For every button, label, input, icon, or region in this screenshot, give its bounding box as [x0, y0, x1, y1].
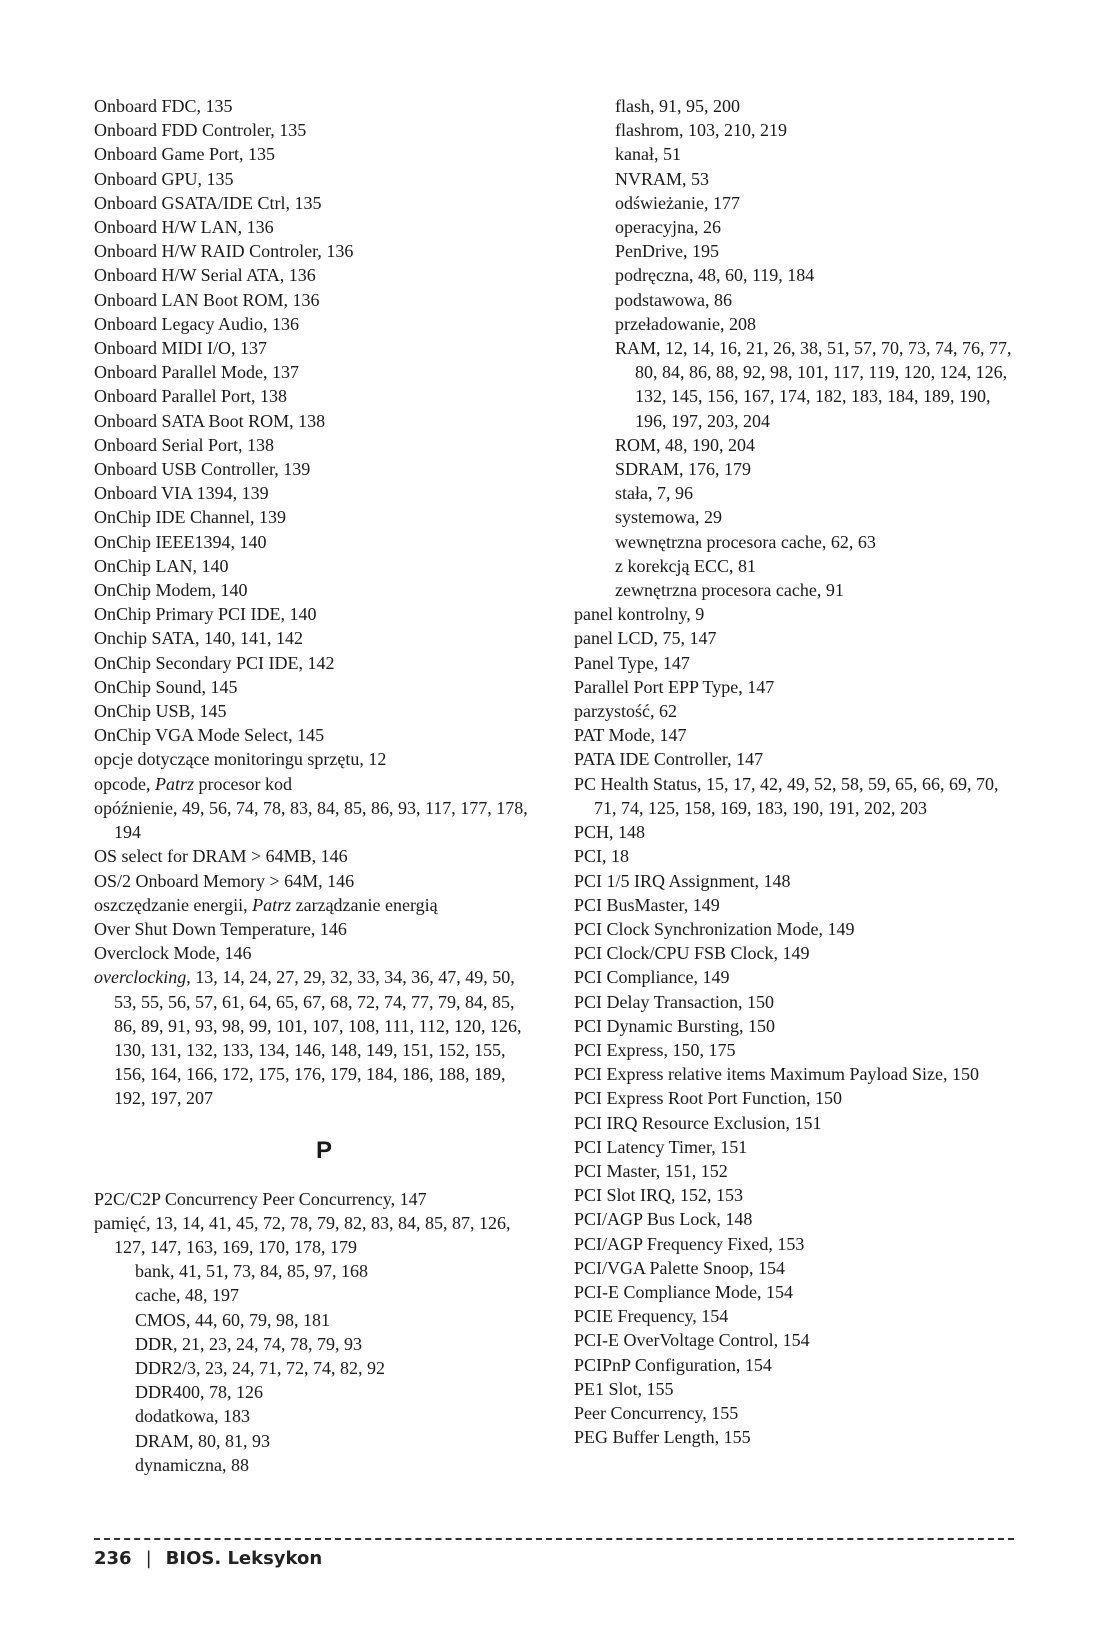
index-term: opcode,: [94, 773, 155, 794]
index-entry: P2C/C2P Concurrency Peer Concurrency, 147: [94, 1188, 427, 1209]
index-subentry: NVRAM, 53: [615, 168, 710, 189]
index-subentries-group: [94, 1259, 534, 1477]
index-entry: PC Health Status, 15, 17, 42, 49, 52, 58, 59, 65, 66, 69, 70, 71, 74, 125, 158, 169, 183, 190, 191, 202, 203: [574, 773, 999, 818]
index-subentry: DDR400, 78, 126: [135, 1382, 264, 1403]
index-entry: opóźnienie, 49, 56, 74, 78, 83, 84, 85, 86, 93, 117, 177, 178, 194: [94, 797, 528, 843]
index-subentry: DDR, 21, 23, 24, 74, 78, 79, 93: [135, 1333, 363, 1354]
footer-rule: [94, 1538, 1014, 1540]
index-entry: Onboard H/W LAN, 136: [94, 217, 274, 238]
index-subentry: dynamiczna, 88: [135, 1454, 249, 1475]
index-entry: panel LCD, 75, 147: [574, 628, 717, 649]
index-entry: opcje dotyczące monitoringu sprzętu, 12: [94, 749, 387, 770]
index-subentry: systemowa, 29: [615, 507, 722, 528]
index-entry-oszczedzanie: [94, 893, 534, 917]
see-reference: Patrz: [252, 894, 292, 915]
index-entry: Onboard FDC, 135: [94, 96, 233, 116]
index-entry: PE1 Slot, 155: [574, 1378, 674, 1399]
index-entry: PCI Clock/CPU FSB Clock, 149: [574, 943, 810, 964]
index-entry: OnChip IEEE1394, 140: [94, 531, 267, 552]
section-letter-heading: P: [315, 1136, 332, 1164]
index-entry: PCI-E OverVoltage Control, 154: [574, 1330, 810, 1351]
index-entry: PCI Dynamic Bursting, 150: [574, 1015, 775, 1036]
index-entry: Onboard FDD Controler, 135: [94, 120, 307, 141]
index-subentry: DDR2/3, 23, 24, 71, 72, 74, 82, 92: [135, 1357, 386, 1378]
index-entry: Onboard USB Controller, 139: [94, 459, 311, 480]
index-entry: PCI BusMaster, 149: [574, 894, 720, 915]
index-entry: PCI IRQ Resource Exclusion, 151: [574, 1112, 822, 1133]
index-column-left: [94, 94, 534, 1477]
index-entry: Onboard LAN Boot ROM, 136: [94, 289, 320, 310]
index-entry: OnChip USB, 145: [94, 701, 227, 722]
index-entry: PCI 1/5 IRQ Assignment, 148: [574, 870, 791, 891]
index-subentry: podstawowa, 86: [615, 289, 732, 310]
index-entry: PCI Express Root Port Function, 150: [574, 1088, 843, 1109]
index-entry: Parallel Port EPP Type, 147: [574, 676, 775, 697]
index-entry-opcode: [94, 772, 534, 796]
index-entry: OnChip Sound, 145: [94, 676, 238, 697]
index-entry: Overclock Mode, 146: [94, 943, 252, 964]
index-entry: OnChip Secondary PCI IDE, 142: [94, 652, 335, 673]
index-subentry: wewnętrzna procesora cache, 62, 63: [615, 531, 876, 552]
index-entry: Onboard H/W Serial ATA, 136: [94, 265, 316, 286]
see-target: procesor kod: [194, 773, 292, 794]
index-entries-group: [574, 602, 1014, 1449]
index-entry: Over Shut Down Temperature, 146: [94, 918, 347, 939]
index-entry: Onboard GPU, 135: [94, 168, 234, 189]
index-subentry: flash, 91, 95, 200: [615, 96, 740, 116]
index-entry: Onboard Legacy Audio, 136: [94, 313, 299, 334]
index-entry: Onboard Game Port, 135: [94, 144, 275, 165]
page-references: , 13, 14, 24, 27, 29, 32, 33, 34, 36, 47, 49, 50, 53, 55, 56, 57, 61, 64, 65, 67, 68, 72, 74, 77, 79, 84, 85, 86, 89, 91, 93, 98, 99, 101, 107, 108, 111, 112, 120, 126, 130, 131, 132, 133, 134, 146, 148, 149, 151, 152, 155, 156, 164, 166, 172, 175, 176, 179, 184, 186, 188, 189, 192, 197, 207: [114, 967, 522, 1109]
see-target: zarządzanie energią: [291, 894, 438, 915]
index-subentry: DRAM, 80, 81, 93: [135, 1430, 271, 1451]
index-entry: Onchip SATA, 140, 141, 142: [94, 628, 304, 649]
index-subentry: RAM, 12, 14, 16, 21, 26, 38, 51, 57, 70, 73, 74, 76, 77, 80, 84, 86, 88, 92, 98, 101, 117, 119, 120, 124, 126, 132, 145, 156, 167, 174, 182, 183, 184, 189, 190, 196, 197, 203, 204: [615, 338, 1012, 431]
index-entry: PCI Latency Timer, 151: [574, 1136, 748, 1157]
index-entry: Onboard SATA Boot ROM, 138: [94, 410, 326, 431]
index-term: oszczędzanie energii,: [94, 894, 253, 915]
index-subentry: cache, 48, 197: [135, 1285, 239, 1306]
index-entry: OS select for DRAM > 64MB, 146: [94, 846, 348, 867]
index-entry: PCI Delay Transaction, 150: [574, 991, 774, 1012]
index-entry: Onboard Serial Port, 138: [94, 434, 274, 455]
book-title: BIOS. Leksykon: [165, 1548, 323, 1569]
index-entry: PCI Slot IRQ, 152, 153: [574, 1185, 744, 1206]
index-subentry: przeładowanie, 208: [615, 313, 756, 334]
index-subentry: dodatkowa, 183: [135, 1406, 250, 1427]
index-subentry: operacyjna, 26: [615, 217, 721, 238]
index-entries-group: [94, 917, 534, 965]
index-entry: PCI-E Compliance Mode, 154: [574, 1281, 793, 1302]
index-entry: PCI/AGP Frequency Fixed, 153: [574, 1233, 805, 1254]
index-entry: PCI/AGP Bus Lock, 148: [574, 1209, 753, 1230]
index-entries-group: [94, 796, 534, 893]
index-subentry: zewnętrzna procesora cache, 91: [615, 580, 844, 601]
index-entry: parzystość, 62: [574, 701, 677, 722]
index-entry: PCI Compliance, 149: [574, 967, 730, 988]
index-entries-group: [94, 1187, 534, 1260]
page-footer: [94, 1548, 322, 1569]
index-subentry: CMOS, 44, 60, 79, 98, 181: [135, 1309, 331, 1330]
index-term: overclocking: [94, 967, 187, 988]
index-subentry: odświeżanie, 177: [615, 192, 740, 213]
see-reference: Patrz: [154, 773, 194, 794]
index-subentry: ROM, 48, 190, 204: [615, 434, 756, 455]
index-subentry: stała, 7, 96: [615, 483, 693, 504]
index-subentry: kanał, 51: [615, 144, 681, 165]
index-entry: PCI Clock Synchronization Mode, 149: [574, 918, 855, 939]
index-entry: OS/2 Onboard Memory > 64M, 146: [94, 870, 355, 891]
index-entry: Onboard VIA 1394, 139: [94, 483, 269, 504]
index-subentries-group: [574, 94, 1014, 602]
index-column-right: [574, 94, 1014, 1449]
index-entry: Onboard MIDI I/O, 137: [94, 338, 267, 359]
index-entry: OnChip IDE Channel, 139: [94, 507, 286, 528]
index-entry: OnChip VGA Mode Select, 145: [94, 725, 325, 746]
index-entry: panel kontrolny, 9: [574, 604, 705, 625]
page-number: 236: [94, 1548, 132, 1569]
index-entry: Peer Concurrency, 155: [574, 1402, 739, 1423]
index-entry: PCI Master, 151, 152: [574, 1160, 728, 1181]
index-entry: PCIE Frequency, 154: [574, 1306, 729, 1327]
index-entry: Onboard Parallel Port, 138: [94, 386, 287, 407]
index-entry: OnChip Modem, 140: [94, 580, 248, 601]
index-entry: Panel Type, 147: [574, 652, 690, 673]
index-entry: PCIPnP Configuration, 154: [574, 1354, 772, 1375]
index-subentry: podręczna, 48, 60, 119, 184: [615, 265, 815, 286]
index-entry: PCI/VGA Palette Snoop, 154: [574, 1257, 786, 1278]
index-entries-group: [94, 94, 534, 772]
index-entry: Onboard GSATA/IDE Ctrl, 135: [94, 192, 322, 213]
index-entry: PCI, 18: [574, 846, 630, 867]
index-entry: pamięć, 13, 14, 41, 45, 72, 78, 79, 82, 83, 84, 85, 87, 126, 127, 147, 163, 169, 170, 178, 179: [94, 1212, 511, 1257]
index-entry: OnChip LAN, 140: [94, 555, 229, 576]
index-subentry: PenDrive, 195: [615, 241, 719, 262]
index-subentry: SDRAM, 176, 179: [615, 459, 752, 480]
index-entry: Onboard Parallel Mode, 137: [94, 362, 299, 383]
index-subentry: z korekcją ECC, 81: [615, 555, 756, 576]
index-entry: PCH, 148: [574, 822, 646, 843]
index-entry: Onboard H/W RAID Controler, 136: [94, 241, 354, 262]
index-subentry: bank, 41, 51, 73, 84, 85, 97, 168: [135, 1261, 368, 1282]
index-subentry: flashrom, 103, 210, 219: [615, 120, 787, 141]
index-entry: PATA IDE Controller, 147: [574, 749, 764, 770]
index-entry: PCI Express, 150, 175: [574, 1039, 736, 1060]
index-entry: PCI Express relative items Maximum Payload Size, 150: [574, 1064, 979, 1085]
index-entry-overclocking: [94, 965, 534, 1110]
index-entry: PEG Buffer Length, 155: [574, 1427, 751, 1448]
footer-separator: |: [145, 1548, 152, 1569]
index-entry: OnChip Primary PCI IDE, 140: [94, 604, 317, 625]
index-entry: PAT Mode, 147: [574, 725, 687, 746]
